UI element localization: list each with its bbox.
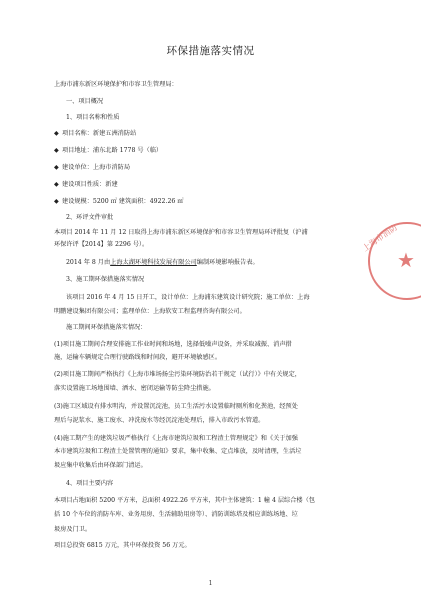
project-name: ◆ 项目名称：新建五洲消防站	[54, 130, 137, 137]
section1-sub1: 1、项目名称和性质	[66, 114, 120, 121]
page-title: 环保措施落实情况	[166, 45, 255, 57]
section3-sub: 施工期间环保措施落实情况：	[66, 324, 147, 331]
measure-1-line2: 施，运输车辆规定合理行驶路线和时间段，避开环境敏感区。	[54, 354, 222, 361]
section4-line2: 括 10 个车位的消防车库、业务用房、生活辅助用房等）、消防训练塔及相应训练场地、垃	[54, 511, 298, 518]
section2-line1: 本项目 2014 年 11 月 12 日取得上海市浦东新区环境保护和市容卫生管理局环评批复（沪浦	[54, 229, 308, 236]
bullet-icon: ◆	[54, 181, 59, 188]
section1-heading: 一、项目概况	[66, 98, 104, 105]
bullet-icon: ◆	[54, 198, 59, 205]
bullet-icon: ◆	[54, 130, 59, 137]
section4-line4: 项目总投资 6815 万元，其中环保投资 56 万元。	[54, 542, 191, 549]
seal-text: 上海市消防	[360, 222, 399, 254]
measure-2-line1: (2)项目施工期间严格执行《上海市堆场扬尘污染环境防治若干规定（试行）》中有关规定，	[54, 371, 301, 378]
measure-4-line2: 本市建筑垃圾和工程渣土处置管理的通知》要求，集中收集、定点堆放，及时清理，生活垃	[54, 448, 302, 455]
company-name: 上海太湖环境科技发展有限公司	[110, 259, 197, 266]
section2-line2: 环保许评【2014】第 2296 号）。	[54, 241, 149, 248]
measure-2-line2: 落实设置施工场地围墙、洒水、密闭运输等防尘降尘措施。	[54, 385, 215, 392]
section4-heading: 4、项目主要内容	[66, 480, 114, 487]
addressee: 上海市浦东新区环境保护和市容卫生管理局：	[54, 81, 178, 88]
project-builder: ◆ 建设单位：上海市消防局	[54, 164, 131, 171]
section4-line3: 圾房及门卫。	[54, 526, 92, 533]
project-address: ◆ 项目地址：浦东北路 1778 号（临）	[54, 147, 163, 154]
measure-3-line2: 理后与泥浆水、施工废水、冲洗废水等经沉淀池处理后，排入市政污水管道。	[54, 417, 265, 424]
section2-line3: 2014 年 8 月由上海太湖环境科技发展有限公司编制环境影响报告表。	[66, 259, 259, 266]
section3-heading: 3、施工期环保措施落实情况	[66, 276, 145, 283]
bullet-icon: ◆	[54, 147, 59, 154]
measure-4-line1: (4)施工期产生的建筑垃圾严格执行《上海市建筑垃圾和工程渣土管理规定》和《关于加强	[54, 435, 298, 442]
measure-1-line1: (1)项目施工期间合理安排施工作业时间和场地，选择低噪声设备，并采取减振、消声措	[54, 341, 292, 348]
measure-3-line1: (3)施工区域设有排水明沟，并设置沉淀池，员工生活污水设置临时厕所和化粪池，经预处	[54, 403, 298, 410]
section4-line1: 本项目占地面积 5200 平方米，总面积 4922.26 平方米，其中主体建筑：1 幢 4 层综合楼（包	[54, 497, 315, 504]
official-seal	[360, 222, 421, 300]
page-number: 1	[208, 580, 213, 587]
measure-4-line3: 圾应集中收集后由环保部门清运。	[54, 462, 147, 469]
bullet-icon: ◆	[54, 164, 59, 171]
project-nature: ◆ 建设项目性质：新建	[54, 181, 118, 188]
seal-star-icon: ★	[397, 248, 415, 272]
section3-p1-line2: 明鹏建设集团有限公司；监理单位：上海软安工程监理咨询有限公司。	[54, 308, 246, 315]
project-area: ◆ 建设规模：5200 ㎡ 建筑面积：4922.26 ㎡	[54, 198, 184, 205]
section3-p1-line1: 该项目 2016 年 4 月 15 日开工，设计单位：上海浦东建筑设计研究院；施工单位：上海	[66, 294, 310, 301]
section2-heading: 2、环评文件审批	[66, 214, 114, 221]
